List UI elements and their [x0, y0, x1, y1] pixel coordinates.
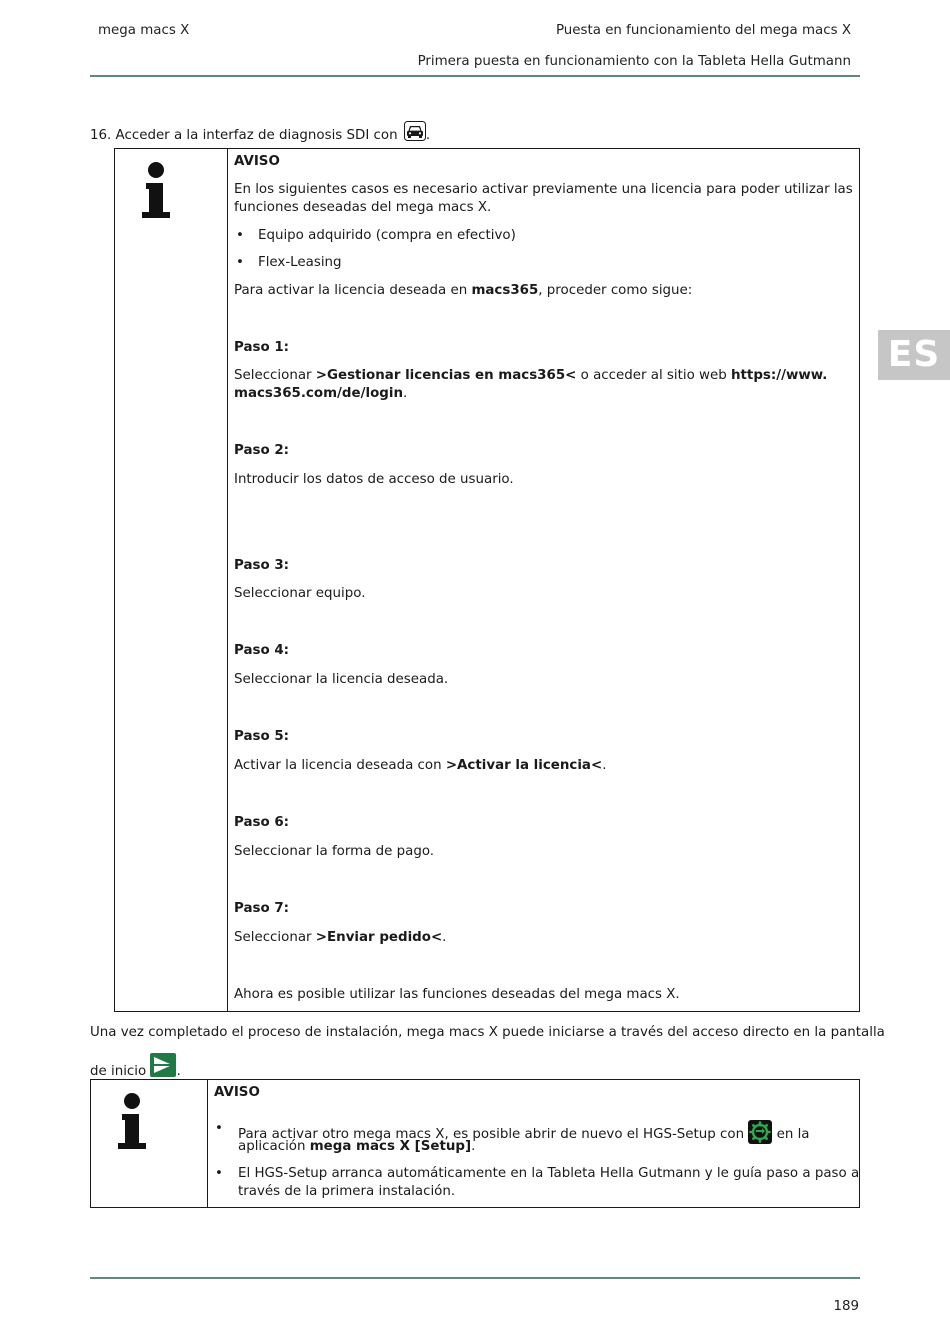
- mega-macs-app-icon: [150, 1053, 176, 1077]
- notice1-title: AVISO: [234, 154, 280, 169]
- notice1-bullet-1: Equipo adquirido (compra en efectivo): [258, 228, 516, 243]
- header-doc-title: mega macs X: [98, 23, 190, 38]
- header-section: Primera puesta en funcionamiento con la Tableta Hella Gutmann: [417, 54, 851, 69]
- step-4-text: Seleccionar la licencia deseada.: [234, 672, 449, 687]
- step-7-text: Seleccionar >Enviar pedido<.: [234, 930, 447, 945]
- completion-line1: Una vez completado el proceso de instalación, mega macs X puede iniciarse a través del acceso directo en la pantalla: [90, 1025, 885, 1040]
- step-16: 16. Acceder a la interfaz de diagnosis SDI con .: [90, 121, 430, 145]
- step-4-label: Paso 4:: [234, 643, 289, 658]
- step-1-text-line1: Seleccionar >Gestionar licencias en macs365< o acceder al sitio web https://www.: [234, 368, 828, 383]
- completion-line2: de inicio .: [90, 1053, 181, 1081]
- notice1-final: Ahora es posible utilizar las funciones deseadas del mega macs X.: [234, 987, 680, 1002]
- step-2-text: Introducir los datos de acceso de usuario.: [234, 472, 514, 487]
- notice-icon-column: [115, 149, 228, 1011]
- step-3-text: Seleccionar equipo.: [234, 586, 366, 601]
- car-icon: [404, 121, 426, 141]
- step-7-label: Paso 7:: [234, 901, 289, 916]
- info-icon: [137, 161, 177, 219]
- step-6-label: Paso 6:: [234, 815, 289, 830]
- notice2-bullet-2-line2: través de la primera instalación.: [238, 1184, 456, 1199]
- notice-box-licenses: [114, 148, 860, 1012]
- step-1-label: Paso 1:: [234, 340, 289, 355]
- notice1-bullet-2: Flex-Leasing: [258, 255, 342, 270]
- notice2-bullet-1-line1: Para activar otro mega macs X, es posible abrir de nuevo el HGS-Setup con en la: [238, 1120, 810, 1144]
- step-5-text: Activar la licencia deseada con >Activar la licencia<.: [234, 758, 607, 773]
- notice2-bullet-2-line1: El HGS-Setup arranca automáticamente en la Tableta Hella Gutmann y le guía paso a paso a: [238, 1166, 860, 1181]
- header-rule: [90, 75, 860, 77]
- language-tab: ES: [878, 330, 950, 380]
- macs365-login-link-cont[interactable]: macs365.com/de/login: [234, 386, 403, 401]
- header-chapter: Puesta en funcionamiento del mega macs X: [555, 23, 851, 38]
- step-3-label: Paso 3:: [234, 558, 289, 573]
- notice1-intro-line2: funciones deseadas del mega macs X.: [234, 200, 492, 215]
- step-5-label: Paso 5:: [234, 729, 289, 744]
- notice1-activate-line: Para activar la licencia deseada en macs365, proceder como sigue:: [234, 283, 693, 298]
- info-icon: [113, 1092, 153, 1150]
- step-2-label: Paso 2:: [234, 443, 289, 458]
- step-6-text: Seleccionar la forma de pago.: [234, 844, 435, 859]
- notice2-bullet-1-line2: aplicación mega macs X [Setup].: [238, 1139, 476, 1154]
- bullet-dot: •: [215, 1121, 223, 1136]
- step-16-text: 16. Acceder a la interfaz de diagnosis SDI con: [90, 128, 398, 143]
- notice1-intro-line1: En los siguientes casos es necesario activar previamente una licencia para poder utilizar las: [234, 182, 853, 197]
- page-number: 189: [833, 1299, 859, 1314]
- bullet-dot: •: [215, 1166, 223, 1181]
- step-1-text-line2: macs365.com/de/login.: [234, 386, 408, 401]
- footer-rule: [90, 1277, 860, 1279]
- notice2-title: AVISO: [214, 1085, 260, 1100]
- bullet-dot: •: [236, 228, 244, 243]
- bullet-dot: •: [236, 255, 244, 270]
- hgs-setup-icon: [748, 1120, 772, 1144]
- macs365-login-link[interactable]: https://www.: [730, 368, 828, 383]
